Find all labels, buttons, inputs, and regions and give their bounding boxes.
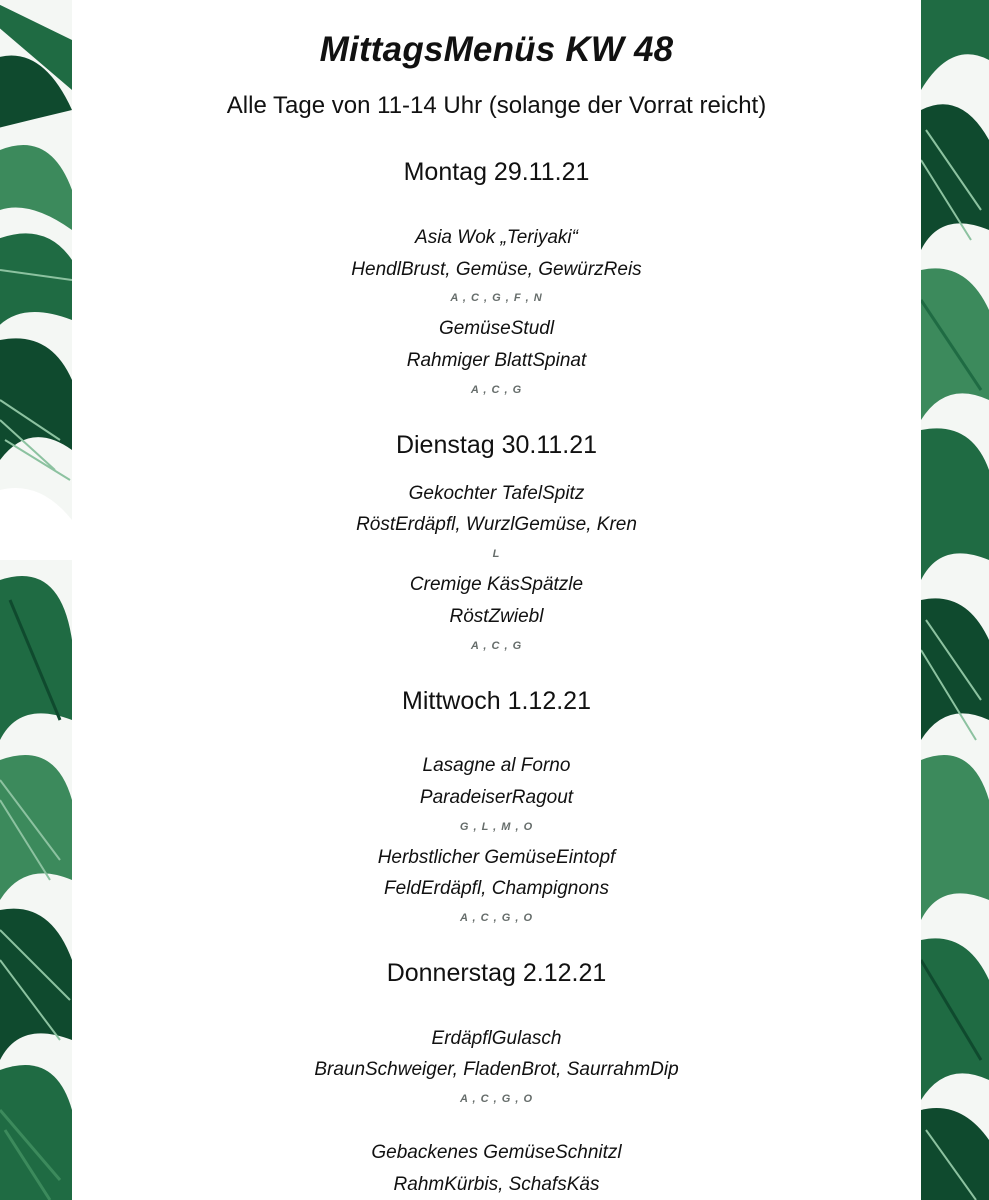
menu-page	[72, 0, 921, 1200]
dish-line: Gekochter TafelSpitz	[408, 483, 585, 504]
allergen-codes: A , C , G , F , N	[450, 292, 543, 304]
day-heading-thursday: Donnerstag 2.12.21	[386, 959, 607, 987]
dish-line: ErdäpflGulasch	[431, 1028, 562, 1049]
allergen-codes: A , C , G	[470, 640, 523, 652]
menu-title: MittagsMenüs KW 48	[319, 30, 674, 69]
dish-line: BraunSchweiger, FladenBrot, SaurrahmDip	[314, 1059, 679, 1080]
dish-line: Asia Wok „Teriyaki“	[415, 227, 578, 248]
dish-line: FeldErdäpfl, Champignons	[384, 878, 609, 899]
dish-line: Rahmiger BlattSpinat	[406, 350, 587, 371]
allergen-codes: L	[492, 548, 501, 560]
dish-line: RöstErdäpfl, WurzlGemüse, Kren	[356, 514, 637, 535]
day-heading-monday: Montag 29.11.21	[403, 158, 590, 186]
dish-line: RahmKürbis, SchafsKäs	[393, 1174, 600, 1195]
right-leaf-border	[921, 0, 989, 1200]
allergen-codes: A , C , G , O	[459, 1093, 534, 1105]
allergen-codes: A , C , G	[470, 384, 523, 396]
menu-subtitle: Alle Tage von 11-14 Uhr (solange der Vorrat reicht)	[226, 92, 767, 119]
dish-line: Cremige KäsSpätzle	[409, 574, 584, 595]
dish-line: Herbstlicher GemüseEintopf	[377, 847, 616, 868]
dish-line: Lasagne al Forno	[422, 755, 571, 776]
dish-line: Gebackenes GemüseSchnitzl	[371, 1142, 622, 1163]
allergen-codes: G , L , M , O	[459, 821, 534, 833]
left-leaf-border	[0, 0, 72, 1200]
allergen-codes: A , C , G , O	[459, 912, 534, 924]
tropical-leaves-illustration	[921, 0, 989, 1200]
dish-line: GemüseStudl	[438, 318, 555, 339]
dish-line: RöstZwiebl	[449, 606, 544, 627]
day-heading-wednesday: Mittwoch 1.12.21	[402, 687, 591, 715]
dish-line: HendlBrust, Gemüse, GewürzReis	[351, 259, 642, 280]
day-heading-tuesday: Dienstag 30.11.21	[395, 431, 598, 459]
dish-line: ParadeiserRagout	[419, 787, 574, 808]
tropical-leaves-illustration	[0, 0, 72, 1200]
